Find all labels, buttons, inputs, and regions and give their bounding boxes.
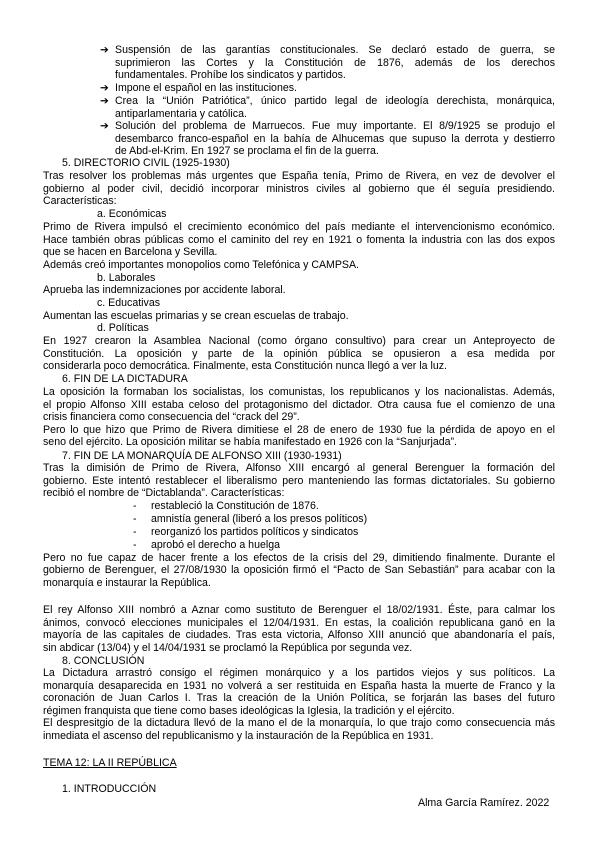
footer-author: Alma García Ramírez. 2022 — [418, 797, 550, 809]
paragraph-line: mayoría de las capitales de ciudades. Tras esta victoria, Alfonso XIII anunció que abandonaría el país, — [43, 629, 555, 642]
paragraph-line: régimen franquista que tiene como bases ideológicas la Iglesia, la tradición y el ejército. — [43, 704, 455, 717]
dash-bullet: - — [133, 500, 137, 512]
paragraph-line: Aumentan las escuelas primarias y se crean escuelas de trabajo. — [43, 309, 349, 322]
paragraph-line: gobierno al poder civil, decidió incorporar ministros civiles al gobierno que él seguía presidiendo. — [43, 182, 555, 195]
paragraph-line: La oposición la formaban los socialistas, los comunistas, los republicanos y los nacionalistas. Además, — [43, 386, 555, 398]
arrow-bullet-icon: ➔ — [100, 82, 109, 94]
paragraph-line: Características: — [43, 195, 117, 208]
paragraph-line: Además creó importantes monopolios como Telefónica y CAMPSA. — [43, 258, 359, 271]
bullet-line: Impone el español en las instituciones. — [115, 82, 297, 94]
subsection-heading: c. Educativas — [97, 297, 161, 309]
paragraph-line: seno del ejército. La oposición militar se había manifestado en 1926 con la “Sanjurjada”. — [43, 436, 457, 449]
paragraph-line: En 1927 crearon la Asamblea Nacional (como órgano consultivo) para crear un Anteproyecto de — [43, 335, 555, 347]
paragraph-line: Constitución. La oposición y parte de la opinión pública se opusieron a esa medida por — [43, 347, 555, 360]
arrow-bullet-icon: ➔ — [100, 120, 109, 132]
paragraph-line: monarquía desaparecida en 1931 no volverá a ser restituida en España hasta la muerte de Franco y la — [43, 679, 555, 692]
paragraph-line: gobierno. Este intentó restablecer el liberalismo pero manteniendo las formas dictatoriales. Su gobierno — [43, 474, 555, 487]
dash-item: aprobó el derecho a huelga — [151, 539, 280, 551]
section-heading: 5. DIRECTORIO CIVIL (1925-1930) — [62, 157, 230, 169]
paragraph-line: El despresitgio de la dictadura llevó de la mano el de la monarquía, lo que trajo como consecuencia más — [43, 717, 555, 730]
dash-bullet: - — [133, 539, 137, 551]
subsection-heading: b. Laborales — [97, 271, 156, 284]
paragraph-line: coronación de Juan Carlos I. Tras la creación de la Unión Política, se forjarán las bases del futuro — [43, 692, 555, 705]
bullet-line: antiparlamentaria y católica. — [115, 107, 247, 120]
paragraph-line: Primo de Rivera impulsó el crecimiento económico del país mediante el intervencionismo económico. — [43, 221, 555, 233]
paragraph-line: El rey Alfonso XIII nombró a Aznar como sustituto de Berenguer el 18/02/1931. Éste, para calmar los — [43, 604, 555, 616]
paragraph-line: crisis financiera como consecuencia del “crack del 29”. — [43, 411, 300, 424]
bullet-line: fundamentales. Prohíbe los sindicatos y partidos. — [115, 69, 346, 82]
dash-item: reorganizó los partidos políticos y sindicatos — [151, 526, 359, 538]
paragraph-line: considerarla poco democrática. Finalmente, esta Constitución nunca llegó a ver la luz. — [43, 360, 447, 373]
dash-bullet: - — [133, 513, 137, 525]
paragraph-line: que se hacen en Barcelona y Sevilla. — [43, 246, 218, 259]
bullet-line: Crea la “Unión Patriótica”, único partido legal de ideología derechista, monárquica, — [115, 95, 555, 107]
paragraph-line: Pero lo que hizo que Primo de Rivera dimitiese el 28 de enero de 1930 fue la pérdida de apoyo en el — [43, 423, 555, 436]
arrow-bullet-icon: ➔ — [100, 95, 109, 107]
paragraph-line: ánimos, convocó elecciones municipales el 12/04/1931. En estas, la coalición republicana ganó en la — [43, 616, 555, 629]
paragraph-line: recibió el nombre de “Dictablanda”. Características: — [43, 487, 285, 500]
dash-item: restableció la Constitución de 1876. — [151, 500, 319, 512]
section-heading: 7. FIN DE LA MONARQUÍA DE ALFONSO XIII (1930-1931) — [62, 449, 342, 462]
paragraph-line: Tras la dimisión de Primo de Rivera, Alfonso XIII encargó al general Berenguer la formación del — [43, 462, 555, 474]
dash-item: amnistía general (liberó a los presos políticos) — [151, 513, 368, 525]
paragraph-line: Hace también obras públicas como el caminito del rey en 1921 o fomenta la industria con las dos expos — [43, 233, 555, 246]
paragraph-line: Tras resolver los problemas más urgentes que España tenía, Primo de Rivera, en vez de devolver el — [43, 170, 555, 182]
section-heading: 1. INTRODUCCIÓN — [62, 783, 157, 795]
bullet-line: Solución del problema de Marruecos. Fue muy importante. El 8/9/1925 se produjo el — [115, 120, 555, 132]
paragraph-line: gobierno de Berenguer, el 27/08/1930 la oposición firmó el “Pacto de San Sebastián” para acabar con la — [43, 564, 555, 577]
section-heading: 6. FIN DE LA DICTADURA — [62, 373, 188, 385]
paragraph-line: inmediata el ascenso del republicanismo y la instauración de la República en 1931. — [43, 730, 434, 742]
chapter-title: TEMA 12: LA II REPÚBLICA — [43, 757, 177, 769]
paragraph-line: sin abdicar (13/04) y el 14/04/1931 se proclamó la República por segunda vez. — [43, 641, 413, 654]
dash-bullet: - — [133, 526, 137, 538]
paragraph-line: La Dictadura arrastró consigo el régimen monárquico y a los partidos viejos y sus políticos. La — [43, 667, 555, 679]
subsection-heading: a. Económicas — [97, 208, 167, 220]
section-heading: 8. CONCLUSIÓN — [62, 654, 145, 667]
bullet-line: Suspensión de las garantías constitucionales. Se declaró estado de guerra, se — [115, 44, 555, 56]
paragraph-line: Aprueba las indemnizaciones por accidente laboral. — [43, 284, 286, 296]
bullet-line: de Abd-el-Krim. En 1927 se proclama el fin de la guerra. — [115, 145, 379, 158]
paragraph-line: Pero no fue capaz de hacer frente a los efectos de la crisis del 29, dimitiendo finalmente. Durante el — [43, 551, 555, 564]
paragraph-line: el propio Alfonso XIII estaba celoso del protagonismo del dictador. Otra causa fue el comienzo de una — [43, 398, 555, 411]
paragraph-line: monarquía e instaurar la República. — [43, 576, 211, 589]
arrow-bullet-icon: ➔ — [100, 44, 109, 56]
bullet-line: suprimieron las Cortes y la Constitución de 1876, además de los derechos — [115, 56, 555, 69]
subsection-heading: d. Políticas — [97, 322, 149, 334]
bullet-line: desembarco franco-español en la bahía de Alhucemas que supuso la derrota y destierro — [115, 132, 555, 145]
